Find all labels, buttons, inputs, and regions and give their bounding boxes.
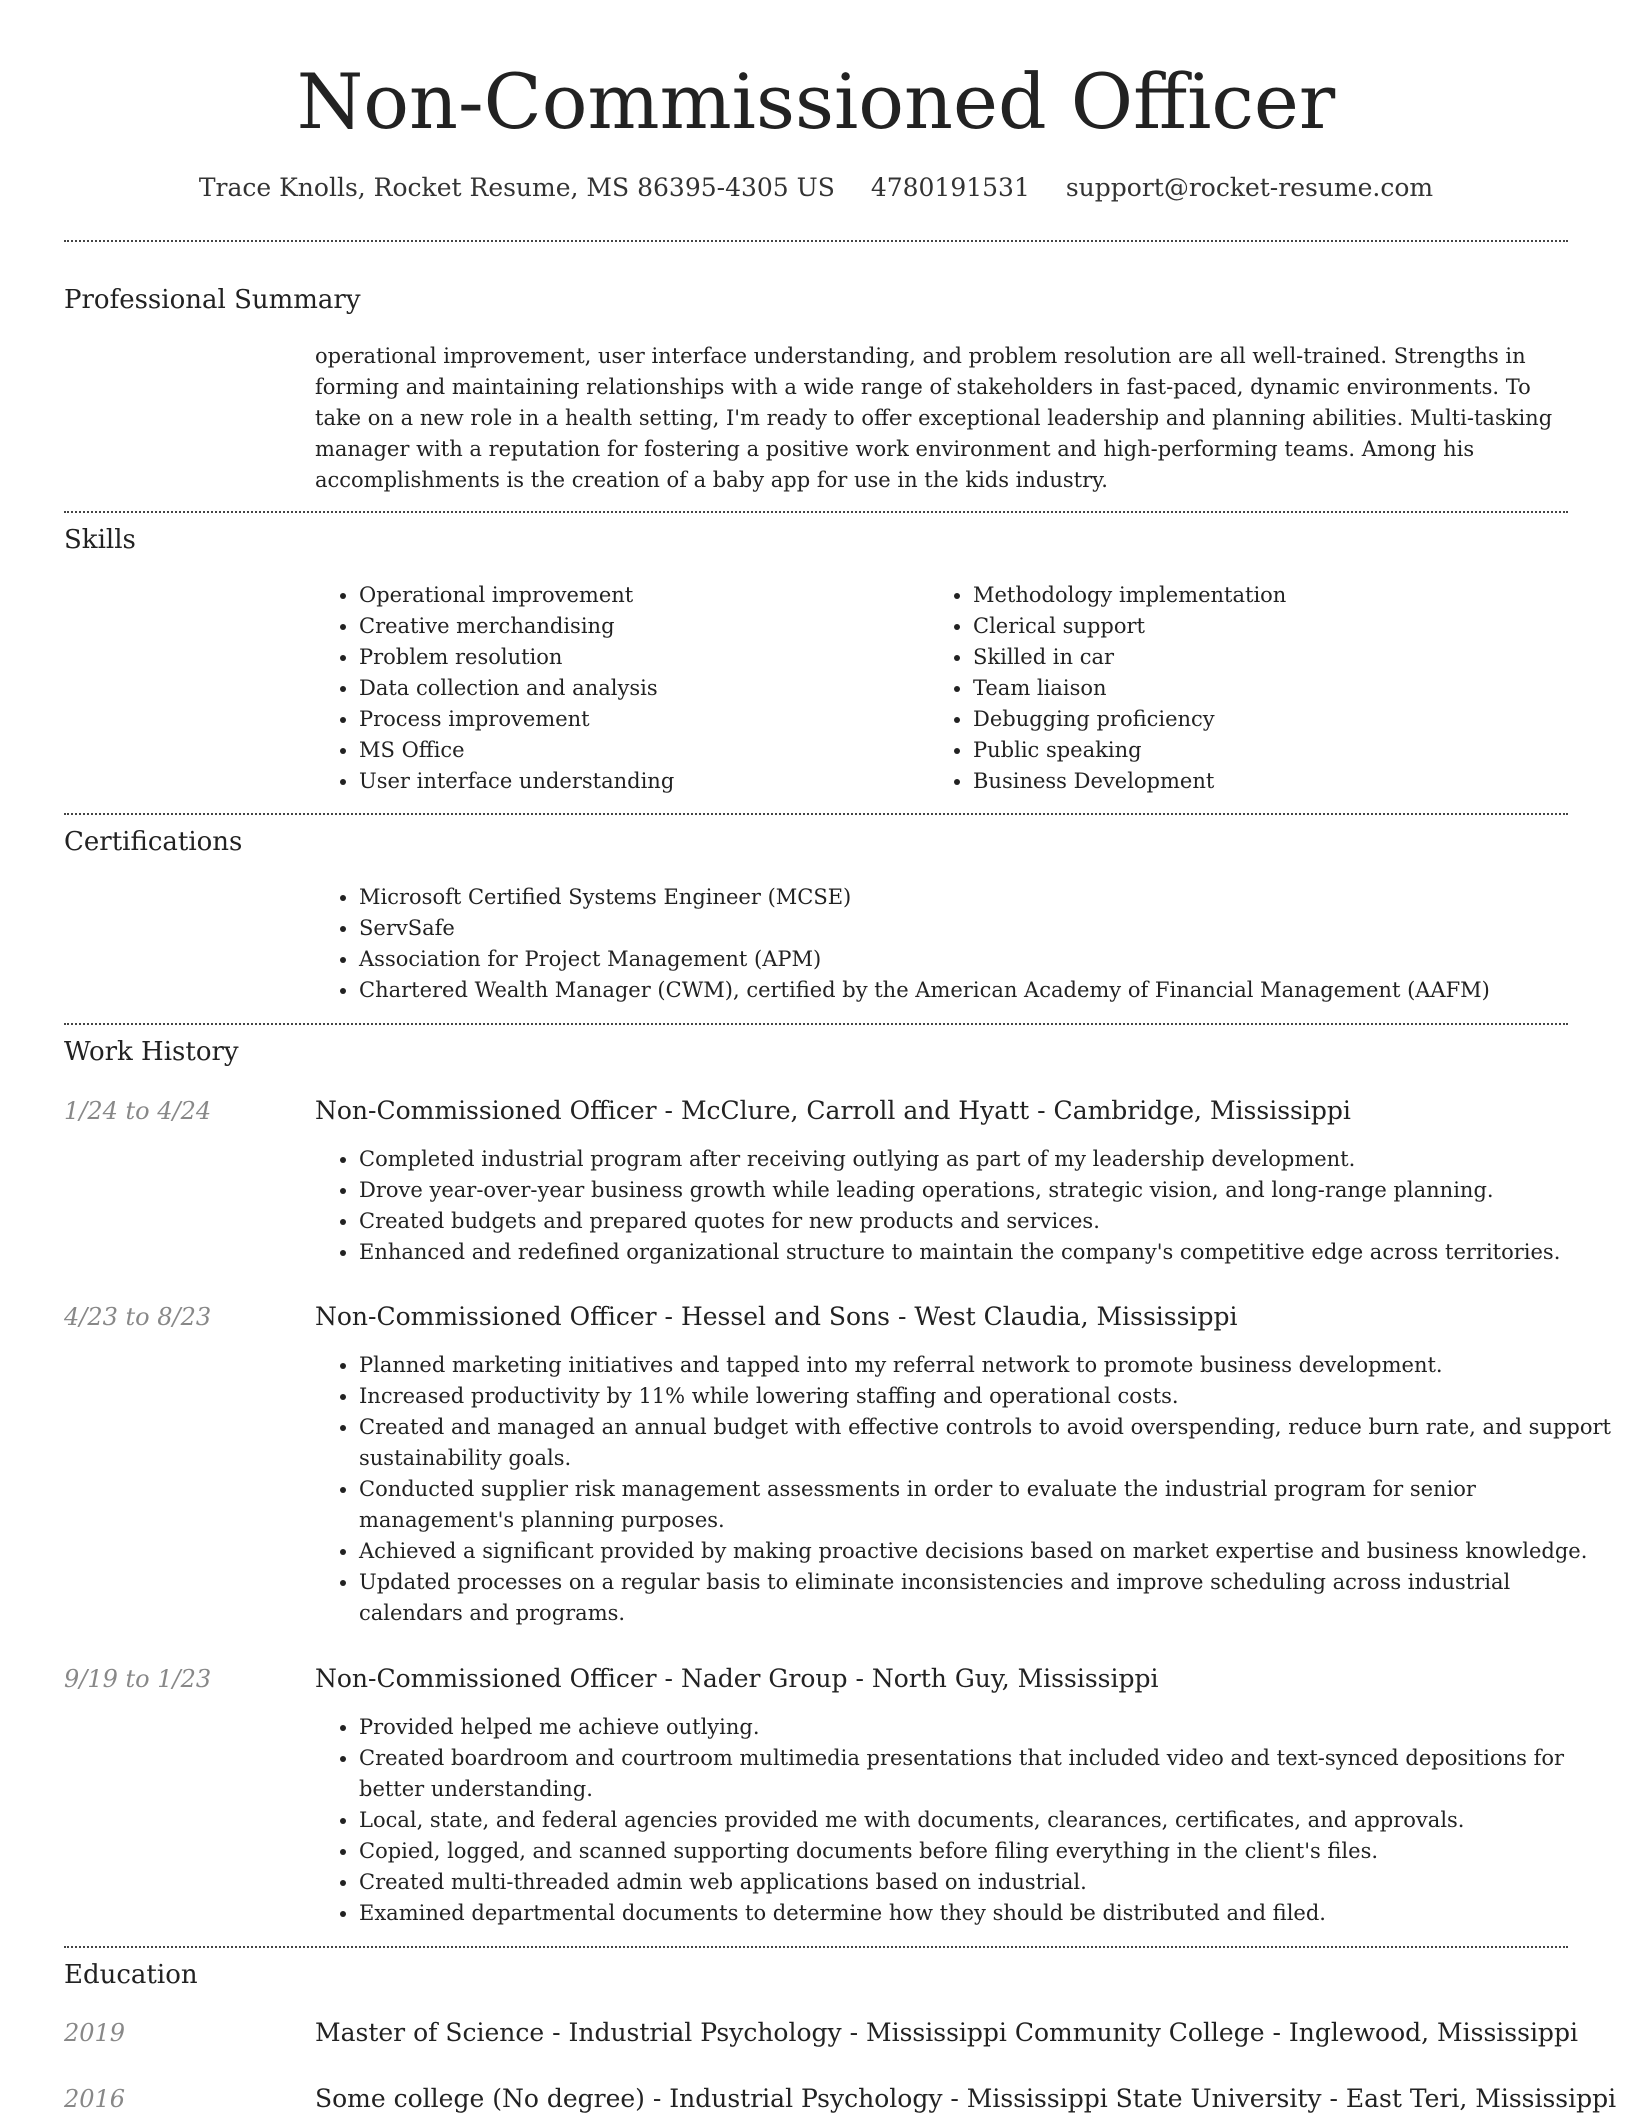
education-year: 2016 — [64, 2085, 126, 2113]
list-item: • Microsoft Certified Systems Engineer (MCSE) — [359, 882, 1612, 913]
list-item: • Data collection and analysis — [359, 673, 929, 704]
contact-phone: 4780191531 — [870, 173, 1030, 202]
skills-heading: Skills — [64, 525, 136, 555]
list-item: • Methodology implementation — [973, 580, 1593, 611]
work-history-heading: Work History — [64, 1037, 239, 1067]
list-item: • Chartered Wealth Manager (CWM), certified by the American Academy of Financial Management (AAFM) — [359, 975, 1612, 1006]
list-item: • Association for Project Management (APM) — [359, 944, 1612, 975]
list-item: • Completed industrial program after receiving outlying as part of my leadership development. — [359, 1144, 1612, 1175]
list-item: • Created boardroom and courtroom multimedia presentations that included video and text-synced depositions for better understanding. — [359, 1743, 1612, 1805]
section-divider — [64, 1946, 1568, 1948]
list-item: • Examined departmental documents to determine how they should be distributed and filed. — [359, 1898, 1612, 1929]
contact-address: Trace Knolls, Rocket Resume, MS 86395-4305 US — [198, 173, 835, 202]
job-title: Non-Commissioned Officer - McClure, Carroll and Hyatt - Cambridge, Mississippi — [315, 1096, 1351, 1125]
certifications-heading: Certifications — [64, 827, 243, 857]
education-year: 2019 — [64, 2019, 126, 2047]
job-dates: 1/24 to 4/24 — [64, 1097, 212, 1125]
list-item: • Planned marketing initiatives and tapped into my referral network to promote business development. — [359, 1350, 1612, 1381]
section-divider — [64, 511, 1568, 513]
list-item: • Updated processes on a regular basis to eliminate inconsistencies and improve scheduling across industrial calendars and programs. — [359, 1567, 1612, 1629]
contact-email: support@rocket-resume.com — [1065, 173, 1434, 202]
list-item: • Business Development — [973, 766, 1593, 797]
job-title: Non-Commissioned Officer - Hessel and Sons - West Claudia, Mississippi — [315, 1302, 1238, 1331]
list-item: • MS Office — [359, 735, 929, 766]
job-dates: 4/23 to 8/23 — [64, 1303, 212, 1331]
list-item: • Increased productivity by 11% while lowering staffing and operational costs. — [359, 1381, 1612, 1412]
section-divider — [64, 813, 1568, 815]
list-item: • Created multi-threaded admin web applications based on industrial. — [359, 1867, 1612, 1898]
list-item: • Conducted supplier risk management assessments in order to evaluate the industrial program for senior management's planning purposes. — [359, 1474, 1612, 1536]
list-item: • Team liaison — [973, 673, 1593, 704]
resume-title: Non-Commissioned Officer — [296, 57, 1336, 146]
education-heading: Education — [64, 1960, 198, 1990]
certifications-list — [315, 882, 1612, 1006]
list-item: • Clerical support — [973, 611, 1593, 642]
list-item: • Provided helped me achieve outlying. — [359, 1712, 1612, 1743]
skills-list-right — [929, 580, 1593, 797]
list-item: • Problem resolution — [359, 642, 929, 673]
section-divider — [64, 240, 1568, 242]
contact-line — [0, 171, 1632, 205]
list-item: • Debugging proficiency — [973, 704, 1593, 735]
job-bullets — [315, 1712, 1612, 1929]
list-item: • Achieved a significant provided by making proactive decisions based on market expertise and business knowledge. — [359, 1536, 1612, 1567]
skills-list-left — [315, 580, 929, 797]
list-item: • Creative merchandising — [359, 611, 929, 642]
list-item: • Operational improvement — [359, 580, 929, 611]
summary-text: operational improvement, user interface understanding, and problem resolution are all well-trained. Strengths in forming and maintaining relationships with a wide range of stakeholders in fast-paced, dynamic environments. To take on a new role in a health setting, I'm ready to offer exceptional leadership and planning abilities. Multi-tasking manager with a reputation for fostering a positive work environment and high-performing teams. Among his accomplishments is the creation of a baby app for use in the kids industry. — [315, 344, 1553, 492]
list-item: • User interface understanding — [359, 766, 929, 797]
job-title: Non-Commissioned Officer - Nader Group - North Guy, Mississippi — [315, 1664, 1159, 1693]
list-item: • Local, state, and federal agencies provided me with documents, clearances, certificates, and approvals. — [359, 1805, 1612, 1836]
list-item: • Created and managed an annual budget with effective controls to avoid overspending, reduce burn rate, and support sustainability goals. — [359, 1412, 1612, 1474]
education-detail: Master of Science - Industrial Psychology - Mississippi Community College - Inglewood, Mississippi — [315, 2018, 1578, 2047]
job-bullets — [315, 1144, 1612, 1268]
list-item: • ServSafe — [359, 913, 1612, 944]
job-dates: 9/19 to 1/23 — [64, 1665, 212, 1693]
list-item: • Public speaking — [973, 735, 1593, 766]
list-item: • Process improvement — [359, 704, 929, 735]
list-item: • Drove year-over-year business growth while leading operations, strategic vision, and long-range planning. — [359, 1175, 1612, 1206]
job-bullets — [315, 1350, 1612, 1629]
list-item: • Skilled in car — [973, 642, 1593, 673]
list-item: • Copied, logged, and scanned supporting documents before filing everything in the client's files. — [359, 1836, 1612, 1867]
list-item: • Enhanced and redefined organizational structure to maintain the company's competitive edge across territories. — [359, 1237, 1612, 1268]
summary-heading: Professional Summary — [64, 285, 361, 315]
education-detail: Some college (No degree) - Industrial Psychology - Mississippi State University - East Teri, Mississippi — [315, 2084, 1617, 2113]
list-item: • Created budgets and prepared quotes for new products and services. — [359, 1206, 1612, 1237]
section-divider — [64, 1023, 1568, 1025]
